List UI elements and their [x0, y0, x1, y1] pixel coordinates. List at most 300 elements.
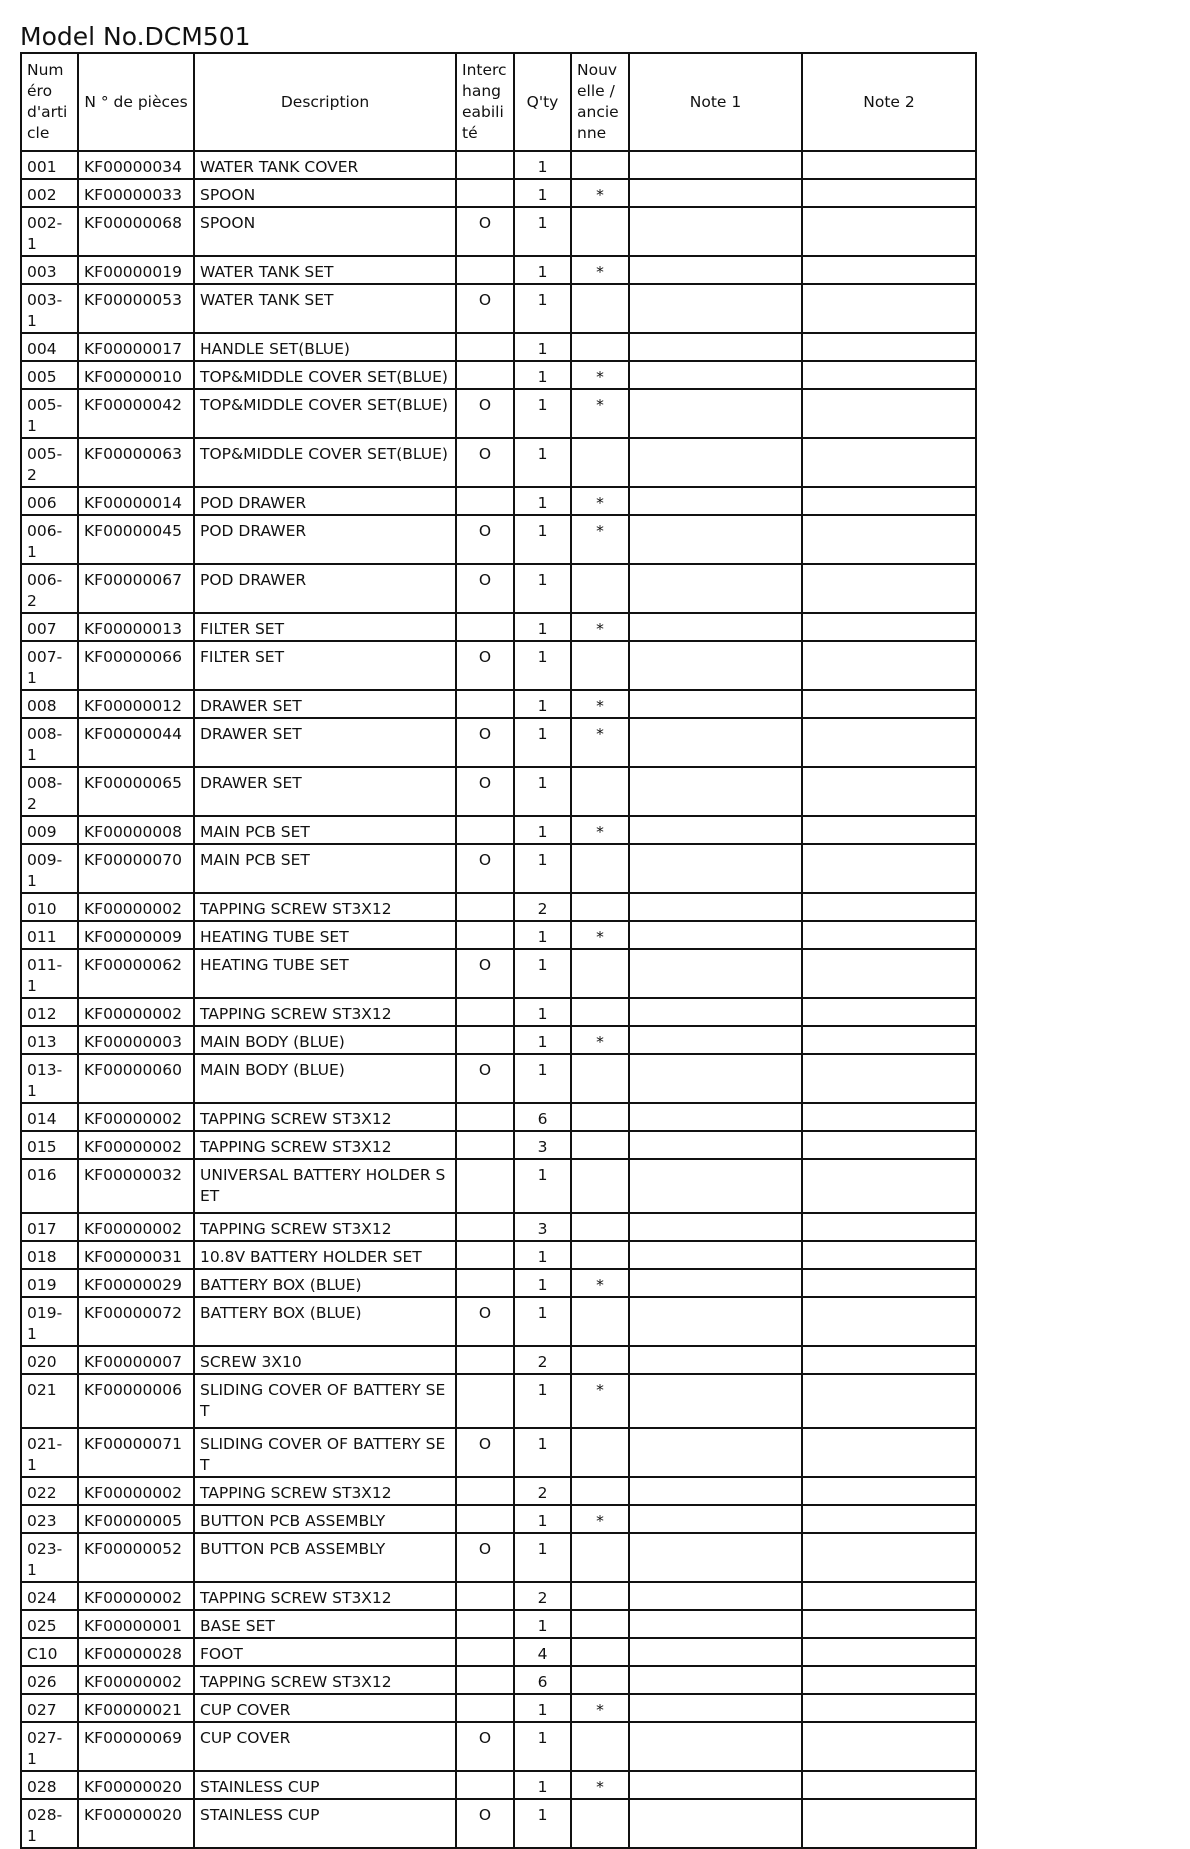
header-part-no: N ° de pièces — [78, 53, 194, 151]
cell-note2 — [802, 718, 976, 767]
cell-note1 — [629, 333, 802, 361]
table-row — [21, 438, 976, 487]
cell-part-no: KF00000063 — [78, 438, 194, 487]
cell-item-no: 022 — [21, 1477, 78, 1505]
cell-interchangeability: O — [456, 389, 514, 438]
cell-note1 — [629, 1241, 802, 1269]
cell-note1 — [629, 564, 802, 613]
header-interchangeability: Interchangeabilité — [456, 53, 514, 151]
cell-item-no: 017 — [21, 1213, 78, 1241]
cell-new-old: * — [571, 179, 629, 207]
cell-item-no: 002 — [21, 179, 78, 207]
cell-interchangeability — [456, 179, 514, 207]
table-row — [21, 613, 976, 641]
cell-note1 — [629, 1213, 802, 1241]
cell-qty: 1 — [514, 690, 571, 718]
cell-note1 — [629, 949, 802, 998]
cell-note1 — [629, 179, 802, 207]
cell-note2 — [802, 613, 976, 641]
table-row — [21, 1054, 976, 1103]
cell-note2 — [802, 1213, 976, 1241]
table-header-row — [21, 53, 976, 151]
cell-qty: 4 — [514, 1638, 571, 1666]
cell-note1 — [629, 1428, 802, 1477]
cell-item-no: 009-1 — [21, 844, 78, 893]
cell-description: FILTER SET — [194, 641, 456, 690]
cell-note1 — [629, 1346, 802, 1374]
cell-item-no: 005-2 — [21, 438, 78, 487]
cell-part-no: KF00000071 — [78, 1428, 194, 1477]
cell-item-no: 026 — [21, 1666, 78, 1694]
cell-qty: 1 — [514, 1026, 571, 1054]
header-new-old: Nouvelle / ancienne — [571, 53, 629, 151]
cell-interchangeability: O — [456, 1054, 514, 1103]
cell-qty: 1 — [514, 1054, 571, 1103]
table-row — [21, 1213, 976, 1241]
cell-note1 — [629, 1374, 802, 1428]
cell-new-old — [571, 438, 629, 487]
cell-note2 — [802, 151, 976, 179]
cell-interchangeability — [456, 256, 514, 284]
table-row — [21, 284, 976, 333]
cell-description: POD DRAWER — [194, 515, 456, 564]
cell-note1 — [629, 998, 802, 1026]
cell-note2 — [802, 921, 976, 949]
table-row — [21, 893, 976, 921]
cell-new-old — [571, 1582, 629, 1610]
table-row — [21, 1297, 976, 1346]
table-row — [21, 151, 976, 179]
cell-qty: 1 — [514, 1159, 571, 1213]
cell-note1 — [629, 844, 802, 893]
cell-interchangeability — [456, 487, 514, 515]
cell-item-no: C10 — [21, 1638, 78, 1666]
cell-note1 — [629, 1159, 802, 1213]
cell-description: SPOON — [194, 207, 456, 256]
header-qty: Q'ty — [514, 53, 571, 151]
cell-description: MAIN PCB SET — [194, 844, 456, 893]
cell-description: SPOON — [194, 179, 456, 207]
cell-note1 — [629, 151, 802, 179]
cell-qty: 1 — [514, 1771, 571, 1799]
table-row — [21, 564, 976, 613]
cell-interchangeability — [456, 613, 514, 641]
cell-qty: 1 — [514, 515, 571, 564]
cell-interchangeability: O — [456, 564, 514, 613]
cell-note1 — [629, 1103, 802, 1131]
table-row — [21, 1582, 976, 1610]
cell-item-no: 011-1 — [21, 949, 78, 998]
cell-note1 — [629, 438, 802, 487]
table-row — [21, 333, 976, 361]
cell-item-no: 021 — [21, 1374, 78, 1428]
cell-note2 — [802, 1346, 976, 1374]
cell-description: SCREW 3X10 — [194, 1346, 456, 1374]
cell-interchangeability: O — [456, 844, 514, 893]
table-row — [21, 1533, 976, 1582]
cell-qty: 1 — [514, 1269, 571, 1297]
table-row — [21, 1477, 976, 1505]
cell-item-no: 012 — [21, 998, 78, 1026]
cell-item-no: 021-1 — [21, 1428, 78, 1477]
cell-part-no: KF00000019 — [78, 256, 194, 284]
cell-description: HEATING TUBE SET — [194, 949, 456, 998]
cell-item-no: 027-1 — [21, 1722, 78, 1771]
table-row — [21, 1722, 976, 1771]
cell-interchangeability — [456, 1269, 514, 1297]
cell-item-no: 007 — [21, 613, 78, 641]
cell-part-no: KF00000053 — [78, 284, 194, 333]
cell-interchangeability — [456, 1103, 514, 1131]
cell-note2 — [802, 207, 976, 256]
cell-note1 — [629, 487, 802, 515]
cell-part-no: KF00000013 — [78, 613, 194, 641]
cell-item-no: 019-1 — [21, 1297, 78, 1346]
cell-part-no: KF00000065 — [78, 767, 194, 816]
cell-description: TAPPING SCREW ST3X12 — [194, 1582, 456, 1610]
cell-note1 — [629, 767, 802, 816]
cell-item-no: 006 — [21, 487, 78, 515]
cell-part-no: KF00000006 — [78, 1374, 194, 1428]
cell-new-old — [571, 1722, 629, 1771]
cell-note2 — [802, 284, 976, 333]
cell-part-no: KF00000002 — [78, 1477, 194, 1505]
cell-interchangeability: O — [456, 718, 514, 767]
cell-interchangeability — [456, 1026, 514, 1054]
table-row — [21, 767, 976, 816]
table-row — [21, 1771, 976, 1799]
cell-qty: 3 — [514, 1131, 571, 1159]
cell-item-no: 024 — [21, 1582, 78, 1610]
header-note2: Note 2 — [802, 53, 976, 151]
cell-note2 — [802, 1026, 976, 1054]
cell-interchangeability — [456, 361, 514, 389]
cell-new-old: * — [571, 256, 629, 284]
cell-new-old — [571, 1638, 629, 1666]
cell-note2 — [802, 515, 976, 564]
cell-interchangeability — [456, 1505, 514, 1533]
cell-new-old — [571, 1428, 629, 1477]
cell-note1 — [629, 1610, 802, 1638]
cell-note1 — [629, 1505, 802, 1533]
cell-interchangeability: O — [456, 641, 514, 690]
table-row — [21, 1346, 976, 1374]
cell-note2 — [802, 1159, 976, 1213]
cell-note1 — [629, 1477, 802, 1505]
cell-new-old: * — [571, 921, 629, 949]
cell-note1 — [629, 641, 802, 690]
cell-new-old — [571, 893, 629, 921]
cell-item-no: 027 — [21, 1694, 78, 1722]
cell-item-no: 003-1 — [21, 284, 78, 333]
cell-note1 — [629, 207, 802, 256]
cell-description: SLIDING COVER OF BATTERY SET — [194, 1428, 456, 1477]
cell-note1 — [629, 1582, 802, 1610]
table-row — [21, 949, 976, 998]
table-row — [21, 690, 976, 718]
cell-item-no: 028 — [21, 1771, 78, 1799]
cell-description: DRAWER SET — [194, 718, 456, 767]
cell-item-no: 013-1 — [21, 1054, 78, 1103]
cell-description: 10.8V BATTERY HOLDER SET — [194, 1241, 456, 1269]
cell-part-no: KF00000010 — [78, 361, 194, 389]
cell-interchangeability — [456, 1582, 514, 1610]
cell-note2 — [802, 1666, 976, 1694]
cell-part-no: KF00000045 — [78, 515, 194, 564]
cell-qty: 1 — [514, 151, 571, 179]
table-row — [21, 998, 976, 1026]
table-row — [21, 1103, 976, 1131]
cell-note2 — [802, 438, 976, 487]
cell-part-no: KF00000067 — [78, 564, 194, 613]
cell-qty: 1 — [514, 1694, 571, 1722]
table-row — [21, 1799, 976, 1848]
cell-item-no: 007-1 — [21, 641, 78, 690]
cell-note2 — [802, 1722, 976, 1771]
cell-interchangeability: O — [456, 1533, 514, 1582]
cell-part-no: KF00000062 — [78, 949, 194, 998]
cell-part-no: KF00000042 — [78, 389, 194, 438]
cell-part-no: KF00000002 — [78, 1103, 194, 1131]
cell-new-old — [571, 1346, 629, 1374]
cell-part-no: KF00000002 — [78, 1582, 194, 1610]
page-title: Model No.DCM501 — [20, 22, 251, 51]
cell-new-old: * — [571, 613, 629, 641]
table-row — [21, 641, 976, 690]
cell-part-no: KF00000001 — [78, 1610, 194, 1638]
cell-item-no: 001 — [21, 151, 78, 179]
table-row — [21, 1505, 976, 1533]
cell-note2 — [802, 1638, 976, 1666]
cell-part-no: KF00000002 — [78, 998, 194, 1026]
cell-part-no: KF00000008 — [78, 816, 194, 844]
cell-description: FILTER SET — [194, 613, 456, 641]
cell-part-no: KF00000044 — [78, 718, 194, 767]
cell-interchangeability: O — [456, 438, 514, 487]
cell-new-old — [571, 1213, 629, 1241]
cell-description: HEATING TUBE SET — [194, 921, 456, 949]
table-row — [21, 718, 976, 767]
table-row — [21, 361, 976, 389]
cell-part-no: KF00000034 — [78, 151, 194, 179]
cell-new-old — [571, 1297, 629, 1346]
cell-note1 — [629, 1799, 802, 1848]
cell-note1 — [629, 361, 802, 389]
cell-description: WATER TANK COVER — [194, 151, 456, 179]
cell-item-no: 016 — [21, 1159, 78, 1213]
cell-item-no: 005-1 — [21, 389, 78, 438]
cell-new-old — [571, 998, 629, 1026]
cell-note2 — [802, 1428, 976, 1477]
cell-qty: 1 — [514, 438, 571, 487]
cell-note1 — [629, 1131, 802, 1159]
cell-qty: 1 — [514, 844, 571, 893]
cell-item-no: 010 — [21, 893, 78, 921]
cell-note1 — [629, 1026, 802, 1054]
header-note1: Note 1 — [629, 53, 802, 151]
table-row — [21, 1159, 976, 1213]
table-row — [21, 1131, 976, 1159]
cell-new-old — [571, 1054, 629, 1103]
cell-qty: 1 — [514, 1799, 571, 1848]
cell-new-old: * — [571, 1505, 629, 1533]
cell-qty: 1 — [514, 1610, 571, 1638]
cell-item-no: 009 — [21, 816, 78, 844]
cell-qty: 1 — [514, 179, 571, 207]
cell-note2 — [802, 893, 976, 921]
cell-note2 — [802, 949, 976, 998]
cell-new-old — [571, 564, 629, 613]
cell-interchangeability — [456, 816, 514, 844]
cell-qty: 1 — [514, 767, 571, 816]
cell-part-no: KF00000020 — [78, 1771, 194, 1799]
cell-item-no: 013 — [21, 1026, 78, 1054]
cell-qty: 2 — [514, 1477, 571, 1505]
cell-interchangeability: O — [456, 1428, 514, 1477]
cell-note2 — [802, 1477, 976, 1505]
cell-qty: 2 — [514, 1582, 571, 1610]
cell-qty: 1 — [514, 1241, 571, 1269]
cell-interchangeability: O — [456, 1297, 514, 1346]
cell-note1 — [629, 816, 802, 844]
cell-description: POD DRAWER — [194, 487, 456, 515]
cell-interchangeability — [456, 1771, 514, 1799]
cell-description: TOP&MIDDLE COVER SET(BLUE) — [194, 389, 456, 438]
cell-note2 — [802, 256, 976, 284]
header-item-no: Numéro d'article — [21, 53, 78, 151]
cell-part-no: KF00000068 — [78, 207, 194, 256]
cell-item-no: 020 — [21, 1346, 78, 1374]
cell-note2 — [802, 1533, 976, 1582]
cell-note1 — [629, 1694, 802, 1722]
cell-note1 — [629, 718, 802, 767]
cell-qty: 2 — [514, 893, 571, 921]
table-row — [21, 179, 976, 207]
cell-note1 — [629, 1297, 802, 1346]
cell-description: DRAWER SET — [194, 767, 456, 816]
cell-note2 — [802, 1799, 976, 1848]
cell-interchangeability: O — [456, 1722, 514, 1771]
cell-description: CUP COVER — [194, 1722, 456, 1771]
cell-new-old: * — [571, 487, 629, 515]
cell-note2 — [802, 1103, 976, 1131]
table-row — [21, 487, 976, 515]
cell-interchangeability — [456, 1374, 514, 1428]
cell-description: MAIN PCB SET — [194, 816, 456, 844]
cell-part-no: KF00000007 — [78, 1346, 194, 1374]
cell-note2 — [802, 1694, 976, 1722]
cell-part-no: KF00000066 — [78, 641, 194, 690]
cell-description: BASE SET — [194, 1610, 456, 1638]
cell-description: UNIVERSAL BATTERY HOLDER SET — [194, 1159, 456, 1213]
table-row — [21, 389, 976, 438]
cell-interchangeability — [456, 893, 514, 921]
cell-note2 — [802, 1610, 976, 1638]
cell-description: TAPPING SCREW ST3X12 — [194, 893, 456, 921]
cell-note2 — [802, 641, 976, 690]
cell-note1 — [629, 256, 802, 284]
cell-item-no: 008-2 — [21, 767, 78, 816]
cell-item-no: 015 — [21, 1131, 78, 1159]
cell-note1 — [629, 613, 802, 641]
cell-item-no: 008-1 — [21, 718, 78, 767]
cell-interchangeability: O — [456, 515, 514, 564]
cell-description: BATTERY BOX (BLUE) — [194, 1269, 456, 1297]
cell-note2 — [802, 767, 976, 816]
cell-note1 — [629, 1722, 802, 1771]
cell-qty: 1 — [514, 256, 571, 284]
cell-note1 — [629, 1771, 802, 1799]
cell-description: FOOT — [194, 1638, 456, 1666]
cell-interchangeability — [456, 1477, 514, 1505]
cell-description: HANDLE SET(BLUE) — [194, 333, 456, 361]
cell-description: BATTERY BOX (BLUE) — [194, 1297, 456, 1346]
cell-note2 — [802, 389, 976, 438]
cell-new-old: * — [571, 690, 629, 718]
cell-qty: 1 — [514, 564, 571, 613]
table-row — [21, 844, 976, 893]
cell-qty: 1 — [514, 1505, 571, 1533]
table-row — [21, 1374, 976, 1428]
cell-note2 — [802, 1131, 976, 1159]
cell-note2 — [802, 1505, 976, 1533]
cell-new-old — [571, 1666, 629, 1694]
cell-qty: 1 — [514, 284, 571, 333]
cell-item-no: 006-2 — [21, 564, 78, 613]
cell-interchangeability: O — [456, 1799, 514, 1848]
cell-qty: 1 — [514, 998, 571, 1026]
cell-note2 — [802, 1269, 976, 1297]
cell-description: BUTTON PCB ASSEMBLY — [194, 1505, 456, 1533]
cell-description: WATER TANK SET — [194, 284, 456, 333]
cell-interchangeability — [456, 1346, 514, 1374]
cell-description: STAINLESS CUP — [194, 1771, 456, 1799]
cell-note1 — [629, 1666, 802, 1694]
cell-new-old — [571, 1799, 629, 1848]
cell-qty: 1 — [514, 921, 571, 949]
cell-part-no: KF00000014 — [78, 487, 194, 515]
cell-interchangeability — [456, 998, 514, 1026]
cell-part-no: KF00000070 — [78, 844, 194, 893]
cell-part-no: KF00000029 — [78, 1269, 194, 1297]
cell-item-no: 018 — [21, 1241, 78, 1269]
cell-new-old — [571, 1610, 629, 1638]
cell-description: STAINLESS CUP — [194, 1799, 456, 1848]
cell-part-no: KF00000017 — [78, 333, 194, 361]
cell-note2 — [802, 1297, 976, 1346]
cell-description: POD DRAWER — [194, 564, 456, 613]
cell-description: DRAWER SET — [194, 690, 456, 718]
cell-qty: 1 — [514, 207, 571, 256]
table-row — [21, 515, 976, 564]
cell-interchangeability — [456, 1666, 514, 1694]
cell-description: TAPPING SCREW ST3X12 — [194, 998, 456, 1026]
cell-item-no: 004 — [21, 333, 78, 361]
cell-qty: 1 — [514, 949, 571, 998]
table-row — [21, 1026, 976, 1054]
cell-new-old — [571, 1159, 629, 1213]
cell-note1 — [629, 1533, 802, 1582]
cell-interchangeability: O — [456, 767, 514, 816]
cell-qty: 1 — [514, 1374, 571, 1428]
cell-interchangeability: O — [456, 207, 514, 256]
cell-qty: 1 — [514, 816, 571, 844]
cell-qty: 1 — [514, 641, 571, 690]
cell-note2 — [802, 179, 976, 207]
cell-description: TOP&MIDDLE COVER SET(BLUE) — [194, 361, 456, 389]
table-row — [21, 1428, 976, 1477]
cell-description: TOP&MIDDLE COVER SET(BLUE) — [194, 438, 456, 487]
